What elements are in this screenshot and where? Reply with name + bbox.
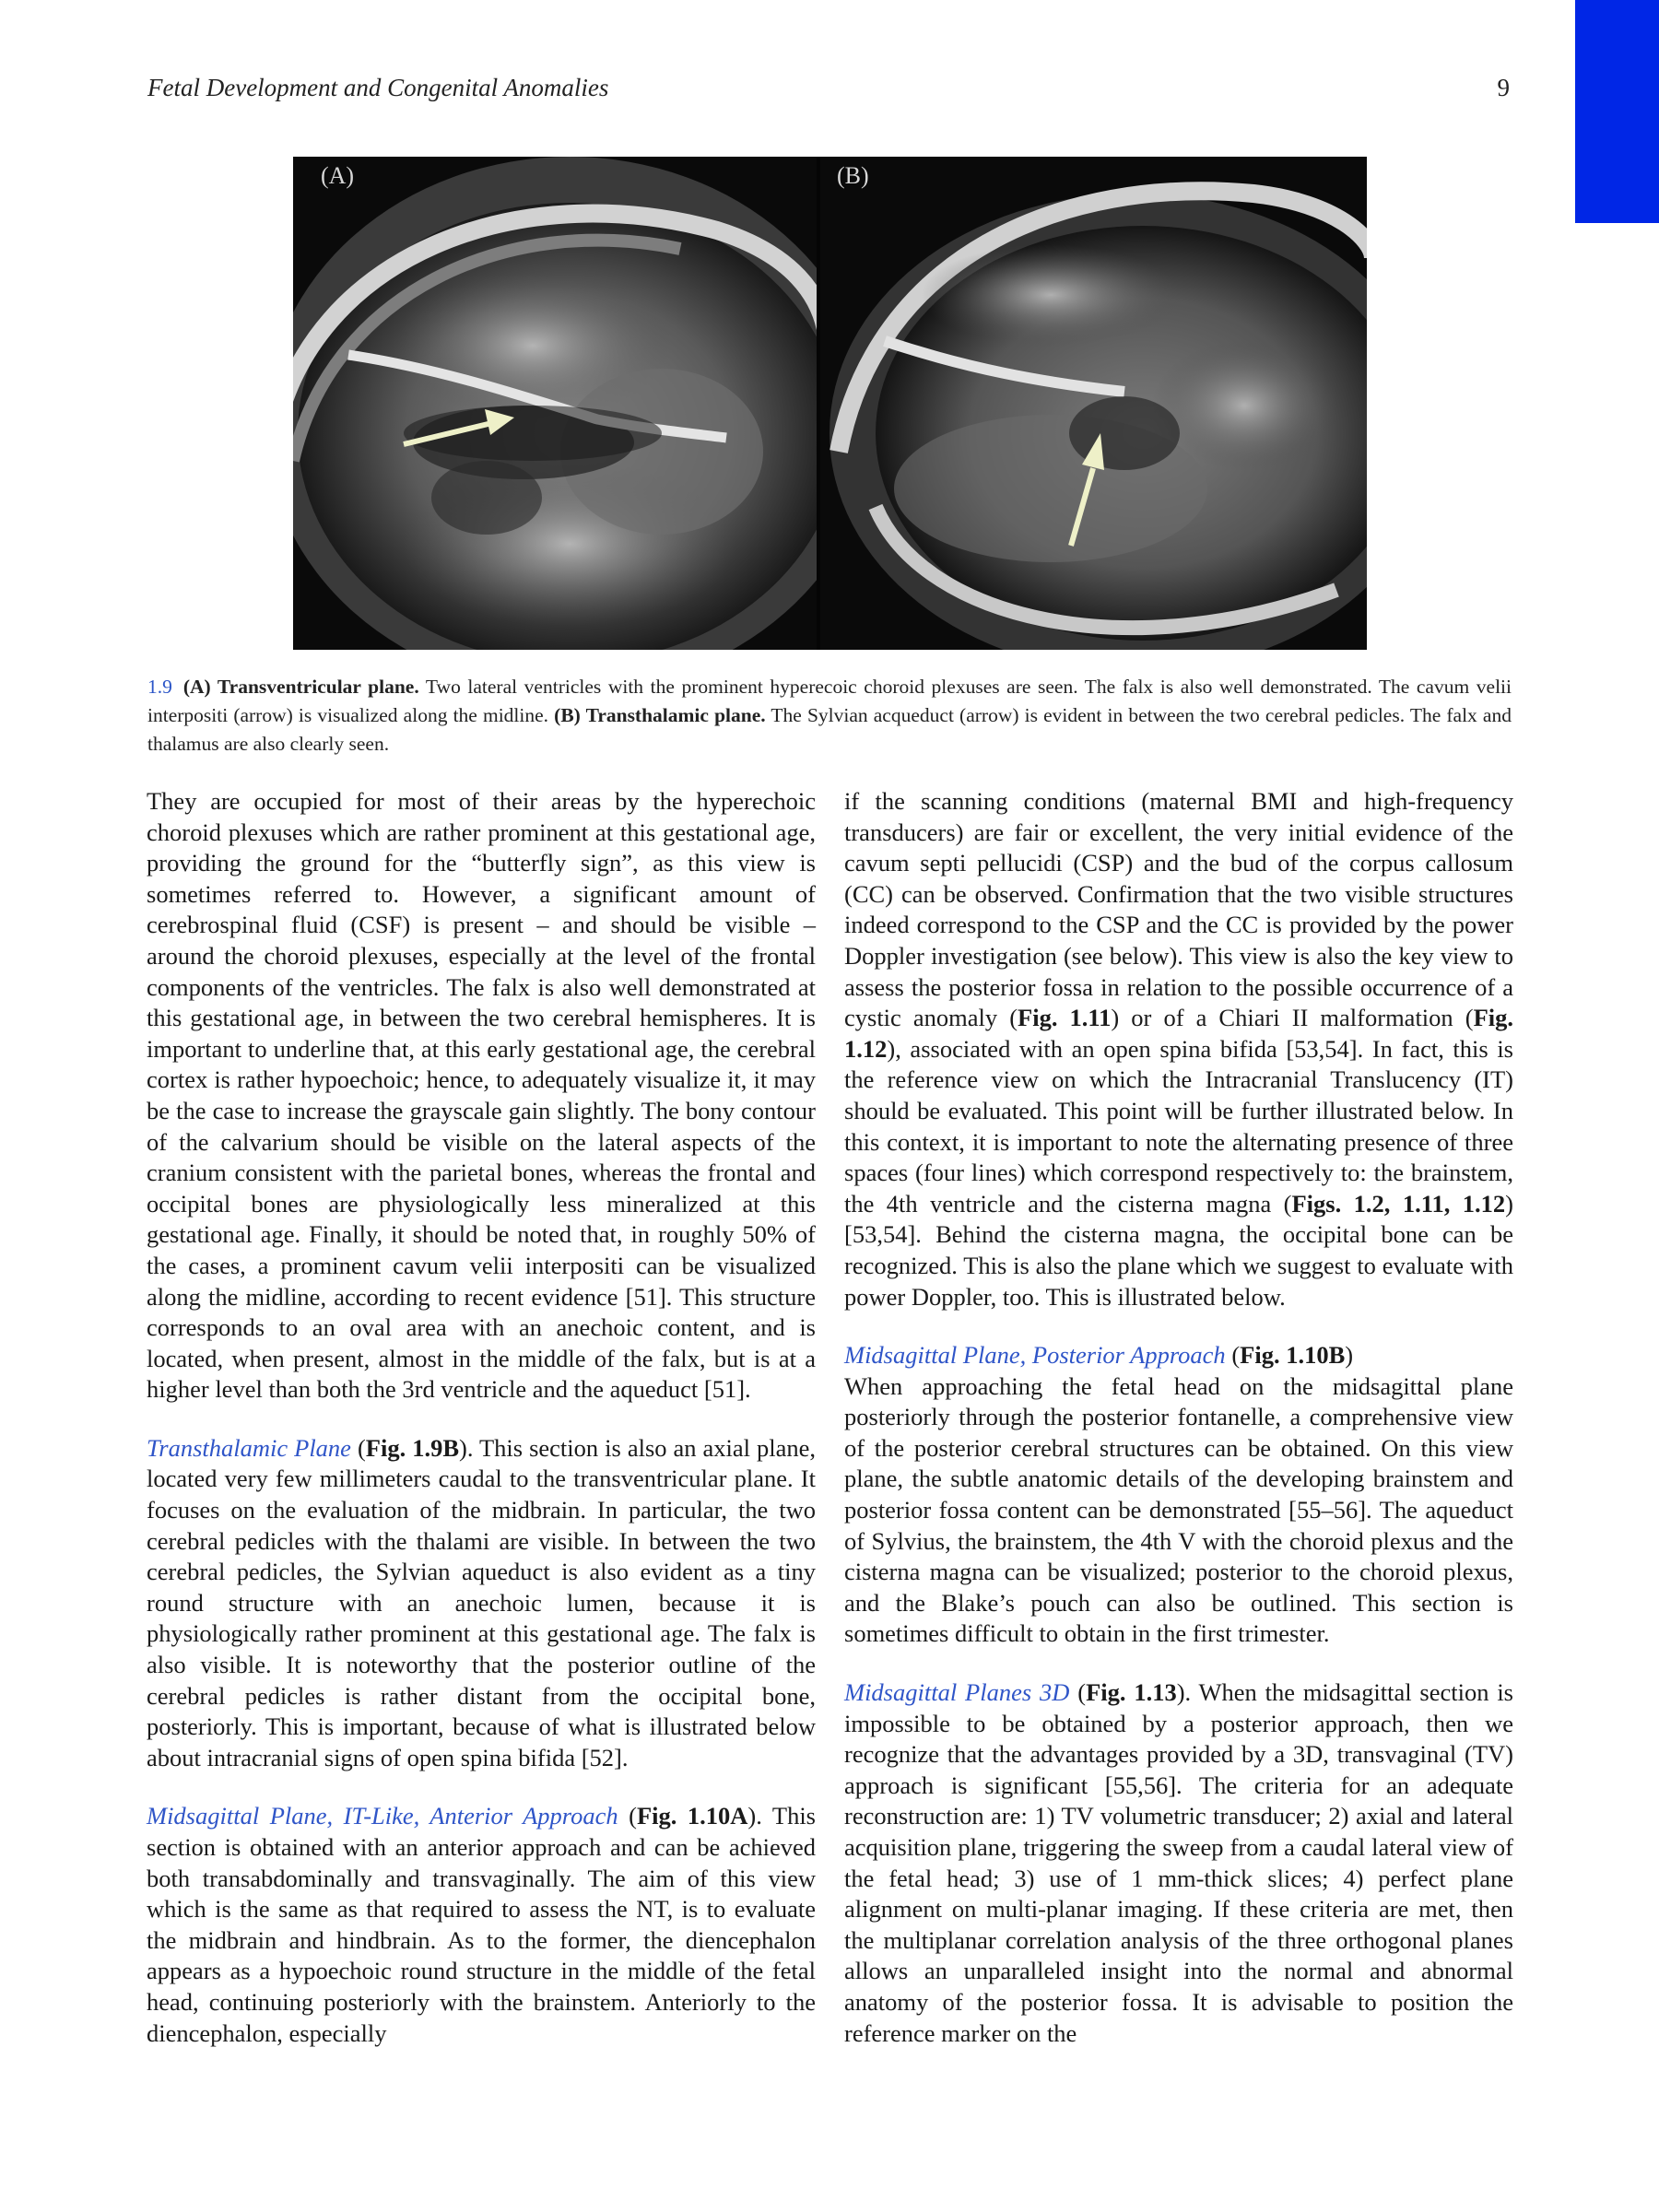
- ultrasound-panel-b: [820, 157, 1367, 650]
- ref-close: ): [1345, 1341, 1354, 1370]
- caption-a-text: Two lateral ventricles with the prominent hyperecoic choroid plexuses are seen. The falx is also well demonstrated. The cavum velii interpositi (arrow) is visualized along the midline.: [147, 676, 1512, 726]
- paragraph-text: ). This section is obtained with an anterior approach and can be achieved both transabdominally and transvaginally. The aim of this view which is the same as that required to assess the NT, is to evaluate the midbrain and hindbrain. As to the former, the diencephalon appears as a hypoechoic round structure in the middle of the fetal head, continuing posteriorly with the brainstem. Anteriorly to the diencephalon, especially: [147, 1802, 816, 2047]
- right-paragraph-2: [844, 1340, 1513, 1650]
- ref-open: (: [1069, 1678, 1087, 1707]
- right-column: [844, 786, 1513, 2049]
- left-paragraph-1: They are occupied for most of their areas by the hyperechoic choroid plexuses which are rather prominent at this gestational age, providing the ground for the “butterfly sign”, as this view is sometimes referred to. However, a significant amount of cerebrospinal fluid (CSF) is present – and should be visible – around the choroid plexuses, especially at the level of the frontal components of the ventricles. The falx is also well demonstrated at this gestational age, in between the two cerebral hemispheres. It is important to underline that, at this early gestational age, the cerebral cortex is rather hypoechoic; hence, to adequately visualize it, it may be the case to increase the grayscale gain slightly. The bony contour of the calvarium should be visible on the lateral aspects of the cranium consistent with the parietal bones, whereas the frontal and occipital bones are physiologically less mineralized at this gestational age. Finally, it should be noted that, in roughly 50% of the cases, a prominent cavum velii interpositi can be visualized along the midline, according to recent evidence [51]. This structure corresponds to an oval area with an anechoic content, and is located, when present, almost in the middle of the falx, but is at a higher level than both the 3rd ventricle and the aqueduct [51].: [147, 787, 816, 1404]
- subheading-midsagittal-anterior: Midsagittal Plane, IT-Like, Anterior Approach: [147, 1802, 618, 1830]
- ultrasound-image-a: [293, 157, 817, 650]
- ultrasound-image-b: [820, 157, 1367, 650]
- paragraph-text: if the scanning conditions (maternal BMI and high-frequency transducers) are fair or excellent, the very initial evidence of the cavum septi pellucidi (CSP) and the bud of the corpus callosum (CC) can be observed. Confirmation that the two visible structures indeed correspond to the CSP and the CC is provided by the power Doppler investigation (see below). This view is also the key view to assess the posterior fossa in relation to the possible occurrence of a cystic anomaly (: [844, 787, 1513, 1032]
- ultrasound-figure: [293, 157, 1367, 650]
- figure-number: 1.9: [147, 676, 172, 698]
- subheading-midsagittal-3d: Midsagittal Planes 3D: [844, 1678, 1070, 1707]
- figure-ref-link[interactable]: Fig. 1.10A: [636, 1802, 748, 1830]
- figure-ref-link[interactable]: Fig. 1.11: [1018, 1004, 1112, 1032]
- running-title: Fetal Development and Congenital Anomalies: [147, 74, 609, 101]
- paragraph-text: ). When the midsagittal section is impossible to be obtained by a posterior approach, then we recognize that the advantages provided by a 3D, transvaginal (TV) approach is significant [55,56]. The criteria for an adequate reconstruction are: 1) TV volumetric transducer; 2) axial and lateral acquisition plane, triggering the sweep from a caudal lateral view of the fetal head; 3) use of 1 mm-thick slices; 4) perfect plane alignment on multi-planar imaging. If these criteria are met, then the multiplanar correlation analysis of the three orthogonal planes allows an unparalleled insight into the normal and abnormal anatomy of the posterior fossa. It is advisable to position the reference marker on the: [844, 1678, 1513, 2047]
- paragraph-text: ) or of a Chiari II malformation (: [1111, 1004, 1474, 1032]
- caption-b-title: (B) Transthalamic plane.: [554, 704, 766, 726]
- panel-a-label: (A): [321, 162, 355, 189]
- caption-a-title: (A) Transventricular plane.: [182, 676, 419, 698]
- ref-open: (: [618, 1802, 637, 1830]
- figure-ref-link[interactable]: Fig. 1.12: [844, 1004, 1513, 1063]
- figure-ref-link[interactable]: Fig. 1.13: [1086, 1678, 1177, 1707]
- paragraph-text: ), associated with an open spina bifida [53,54]. In fact, this is the reference view on which the Intracranial Translucency (IT) should be evaluated. This point will be further illustrated below. In this context, it is important to note the alternating presence of three spaces (four lines) which correspond respectively to: the brainstem, the 4th ventricle and the cisterna magna (: [844, 1034, 1513, 1218]
- paragraph-text: ). This section is also an axial plane, located very few millimeters caudal to the transventricular plane. It focuses on the evaluation of the midbrain. In particular, the two cerebral pedicles with the thalami are visible. In between the two cerebral pedicles, the Sylvian aqueduct is also evident as a tiny round structure with an anechoic lumen, because it is physiologically rather prominent at this gestational age. The falx is also visible. It is noteworthy that the posterior outline of the cerebral pedicles is rather distant from the occipital bone, posteriorly. This is important, because of what is illustrated below about intracranial signs of open spina bifida [52].: [147, 1433, 817, 1771]
- paragraph-text: When approaching the fetal head on the midsagittal plane posteriorly through the posterior fontanelle, a comprehensive view of the posterior cerebral structures can be obtained. On this view plane, the subtle anatomic details of the developing brainstem and posterior fossa content can be demonstrated [55–56]. The aqueduct of Sylvius, the brainstem, the 4th V with the choroid plexus and the cisterna magna can be visualized; posterior to the choroid plexus, and the Blake’s pouch can also be outlined. This section is sometimes difficult to obtain in the first trimester.: [844, 1371, 1513, 1648]
- panel-b-label: (B): [837, 162, 869, 189]
- caption-b-text: The Sylvian acqueduct (arrow) is evident in between the two cerebral pedicles. The falx and thalamus are also clearly seen.: [147, 704, 1512, 755]
- figure-caption: [147, 673, 1512, 759]
- left-paragraph-3: [147, 1801, 816, 2049]
- ultrasound-panel-a: [293, 157, 817, 650]
- ref-open: (: [1225, 1341, 1241, 1370]
- figure-ref-link[interactable]: Fig. 1.10B: [1240, 1341, 1346, 1370]
- figure-ref-link[interactable]: Fig. 1.9B: [365, 1433, 460, 1462]
- left-column: [147, 786, 816, 2049]
- right-paragraph-1: [844, 786, 1513, 1312]
- left-paragraph-2: [147, 1433, 816, 1774]
- ref-open: (: [350, 1433, 366, 1462]
- figure-ref-link[interactable]: Figs. 1.2, 1.11, 1.12: [1291, 1189, 1506, 1218]
- paragraph-text: ) [53,54]. Behind the cisterna magna, the occipital bone can be recognized. This is also the plane which we suggest to evaluate with power Doppler, too. This is illustrated below.: [844, 1189, 1513, 1311]
- subheading-transthalamic: Transthalamic Plane: [147, 1433, 351, 1462]
- subheading-midsagittal-posterior: Midsagittal Plane, Posterior Approach: [844, 1341, 1226, 1370]
- chapter-tab: [1575, 0, 1659, 223]
- page-number: 9: [1497, 74, 1510, 101]
- right-paragraph-3: [844, 1677, 1513, 2049]
